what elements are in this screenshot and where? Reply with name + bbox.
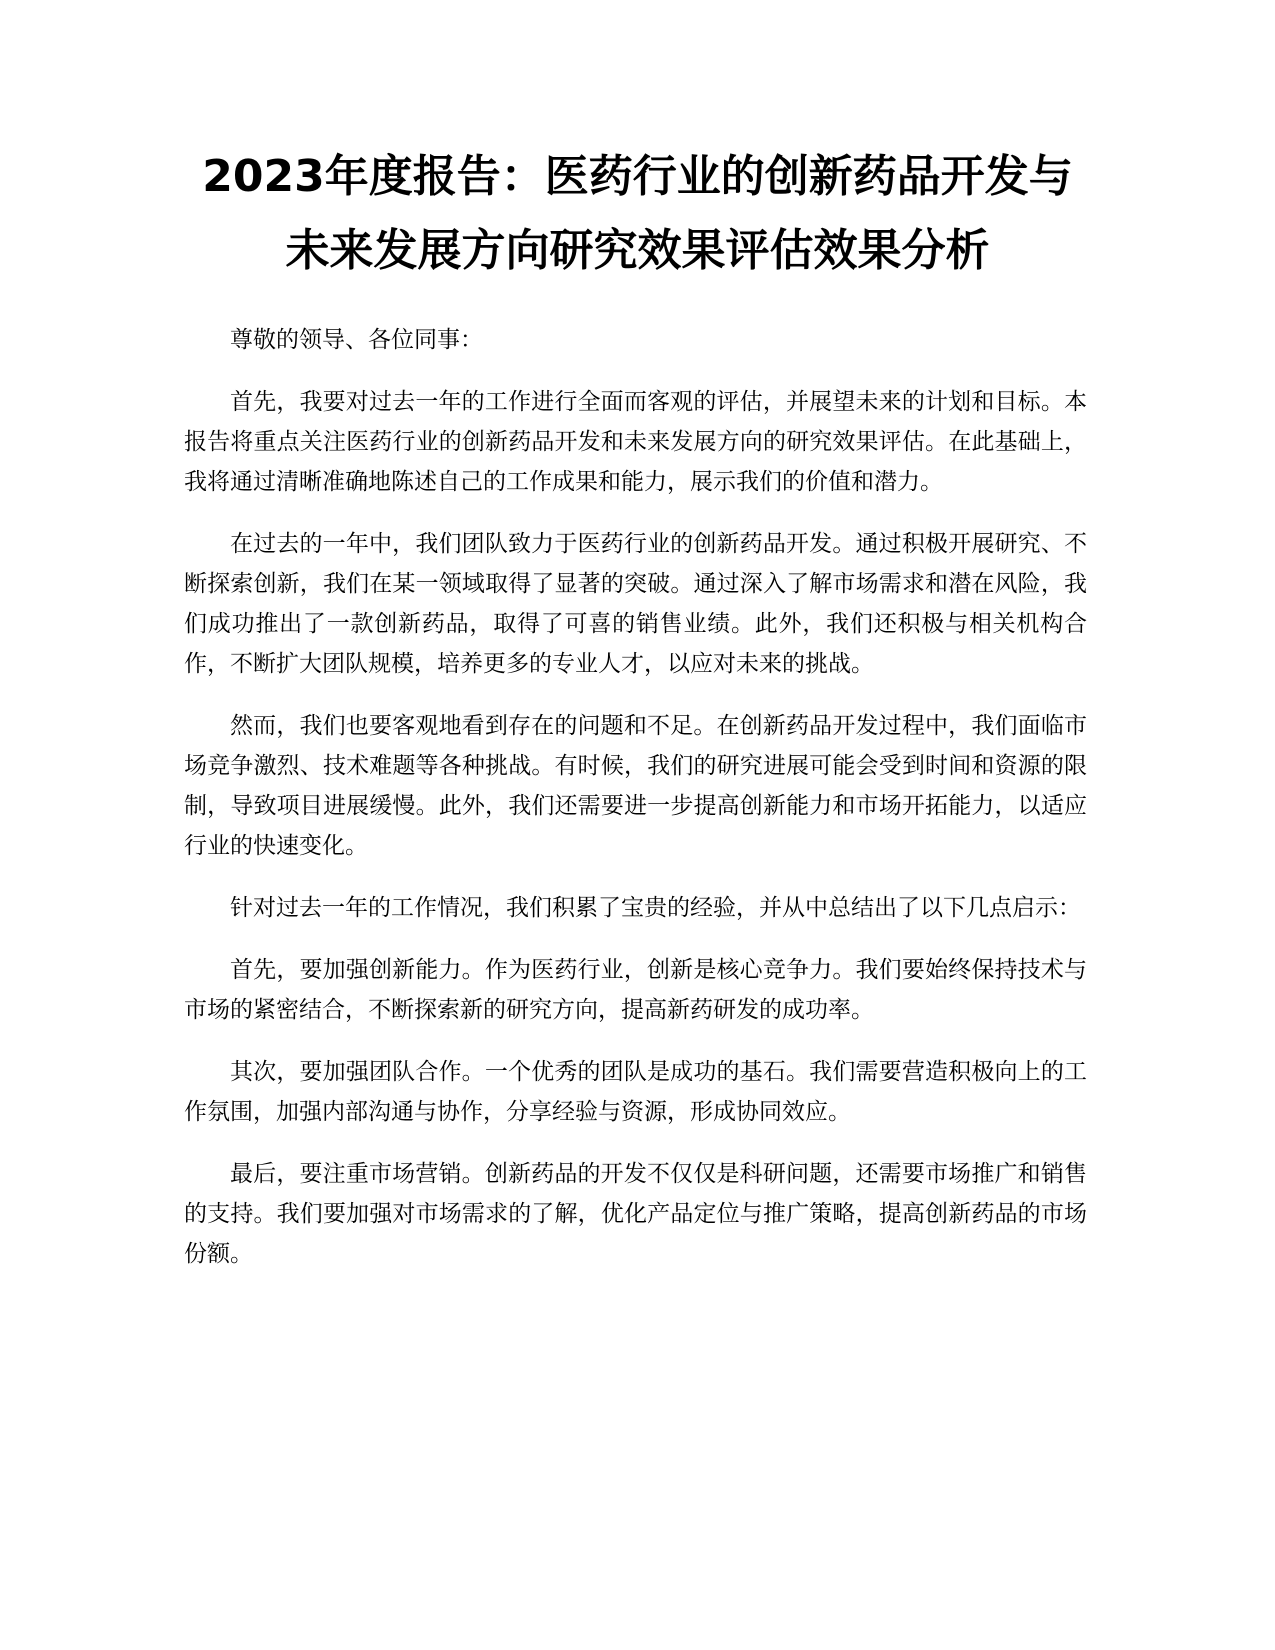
- paragraph-marketing: 最后，要注重市场营销。创新药品的开发不仅仅是科研问题，还需要市场推广和销售的支持。我们要加强对市场需求的了解，优化产品定位与推广策略，提高创新药品的市场份额。: [184, 1161, 1087, 1267]
- title-line-2: 未来发展方向研究效果评估效果分析: [285, 225, 990, 276]
- paragraph-innovation: 首先，要加强创新能力。作为医药行业，创新是核心竞争力。我们要始终保持技术与市场的紧密结合，不断探索新的研究方向，提高新药研发的成功率。: [184, 957, 1087, 1023]
- title-line-1: 2023年度报告：医药行业的创新药品开发与: [202, 151, 1073, 202]
- salutation: 尊敬的领导、各位同事：: [230, 327, 483, 353]
- document-body: [184, 320, 1087, 1296]
- paragraph-teamwork: 其次，要加强团队合作。一个优秀的团队是成功的基石。我们需要营造积极向上的工作氛围，加强内部沟通与协作，分享经验与资源，形成协同效应。: [184, 1059, 1087, 1125]
- paragraph-lessons: 针对过去一年的工作情况，我们积累了宝贵的经验，并从中总结出了以下几点启示：: [230, 895, 1081, 921]
- paragraph-intro: 首先，我要对过去一年的工作进行全面而客观的评估，并展望未来的计划和目标。本报告将重点关注医药行业的创新药品开发和未来发展方向的研究效果评估。在此基础上，我将通过清晰准确地陈述自己的工作成果和能力，展示我们的价值和潜力。: [184, 389, 1087, 495]
- paragraph-achievements: 在过去的一年中，我们团队致力于医药行业的创新药品开发。通过积极开展研究、不断探索创新，我们在某一领域取得了显著的突破。通过深入了解市场需求和潜在风险，我们成功推出了一款创新药品，取得了可喜的销售业绩。此外，我们还积极与相关机构合作，不断扩大团队规模，培养更多的专业人才，以应对未来的挑战。: [184, 531, 1087, 677]
- document-title: [150, 140, 1125, 288]
- paragraph-problems: 然而，我们也要客观地看到存在的问题和不足。在创新药品开发过程中，我们面临市场竞争激烈、技术难题等各种挑战。有时候，我们的研究进展可能会受到时间和资源的限制，导致项目进展缓慢。此外，我们还需要进一步提高创新能力和市场开拓能力，以适应行业的快速变化。: [184, 713, 1087, 859]
